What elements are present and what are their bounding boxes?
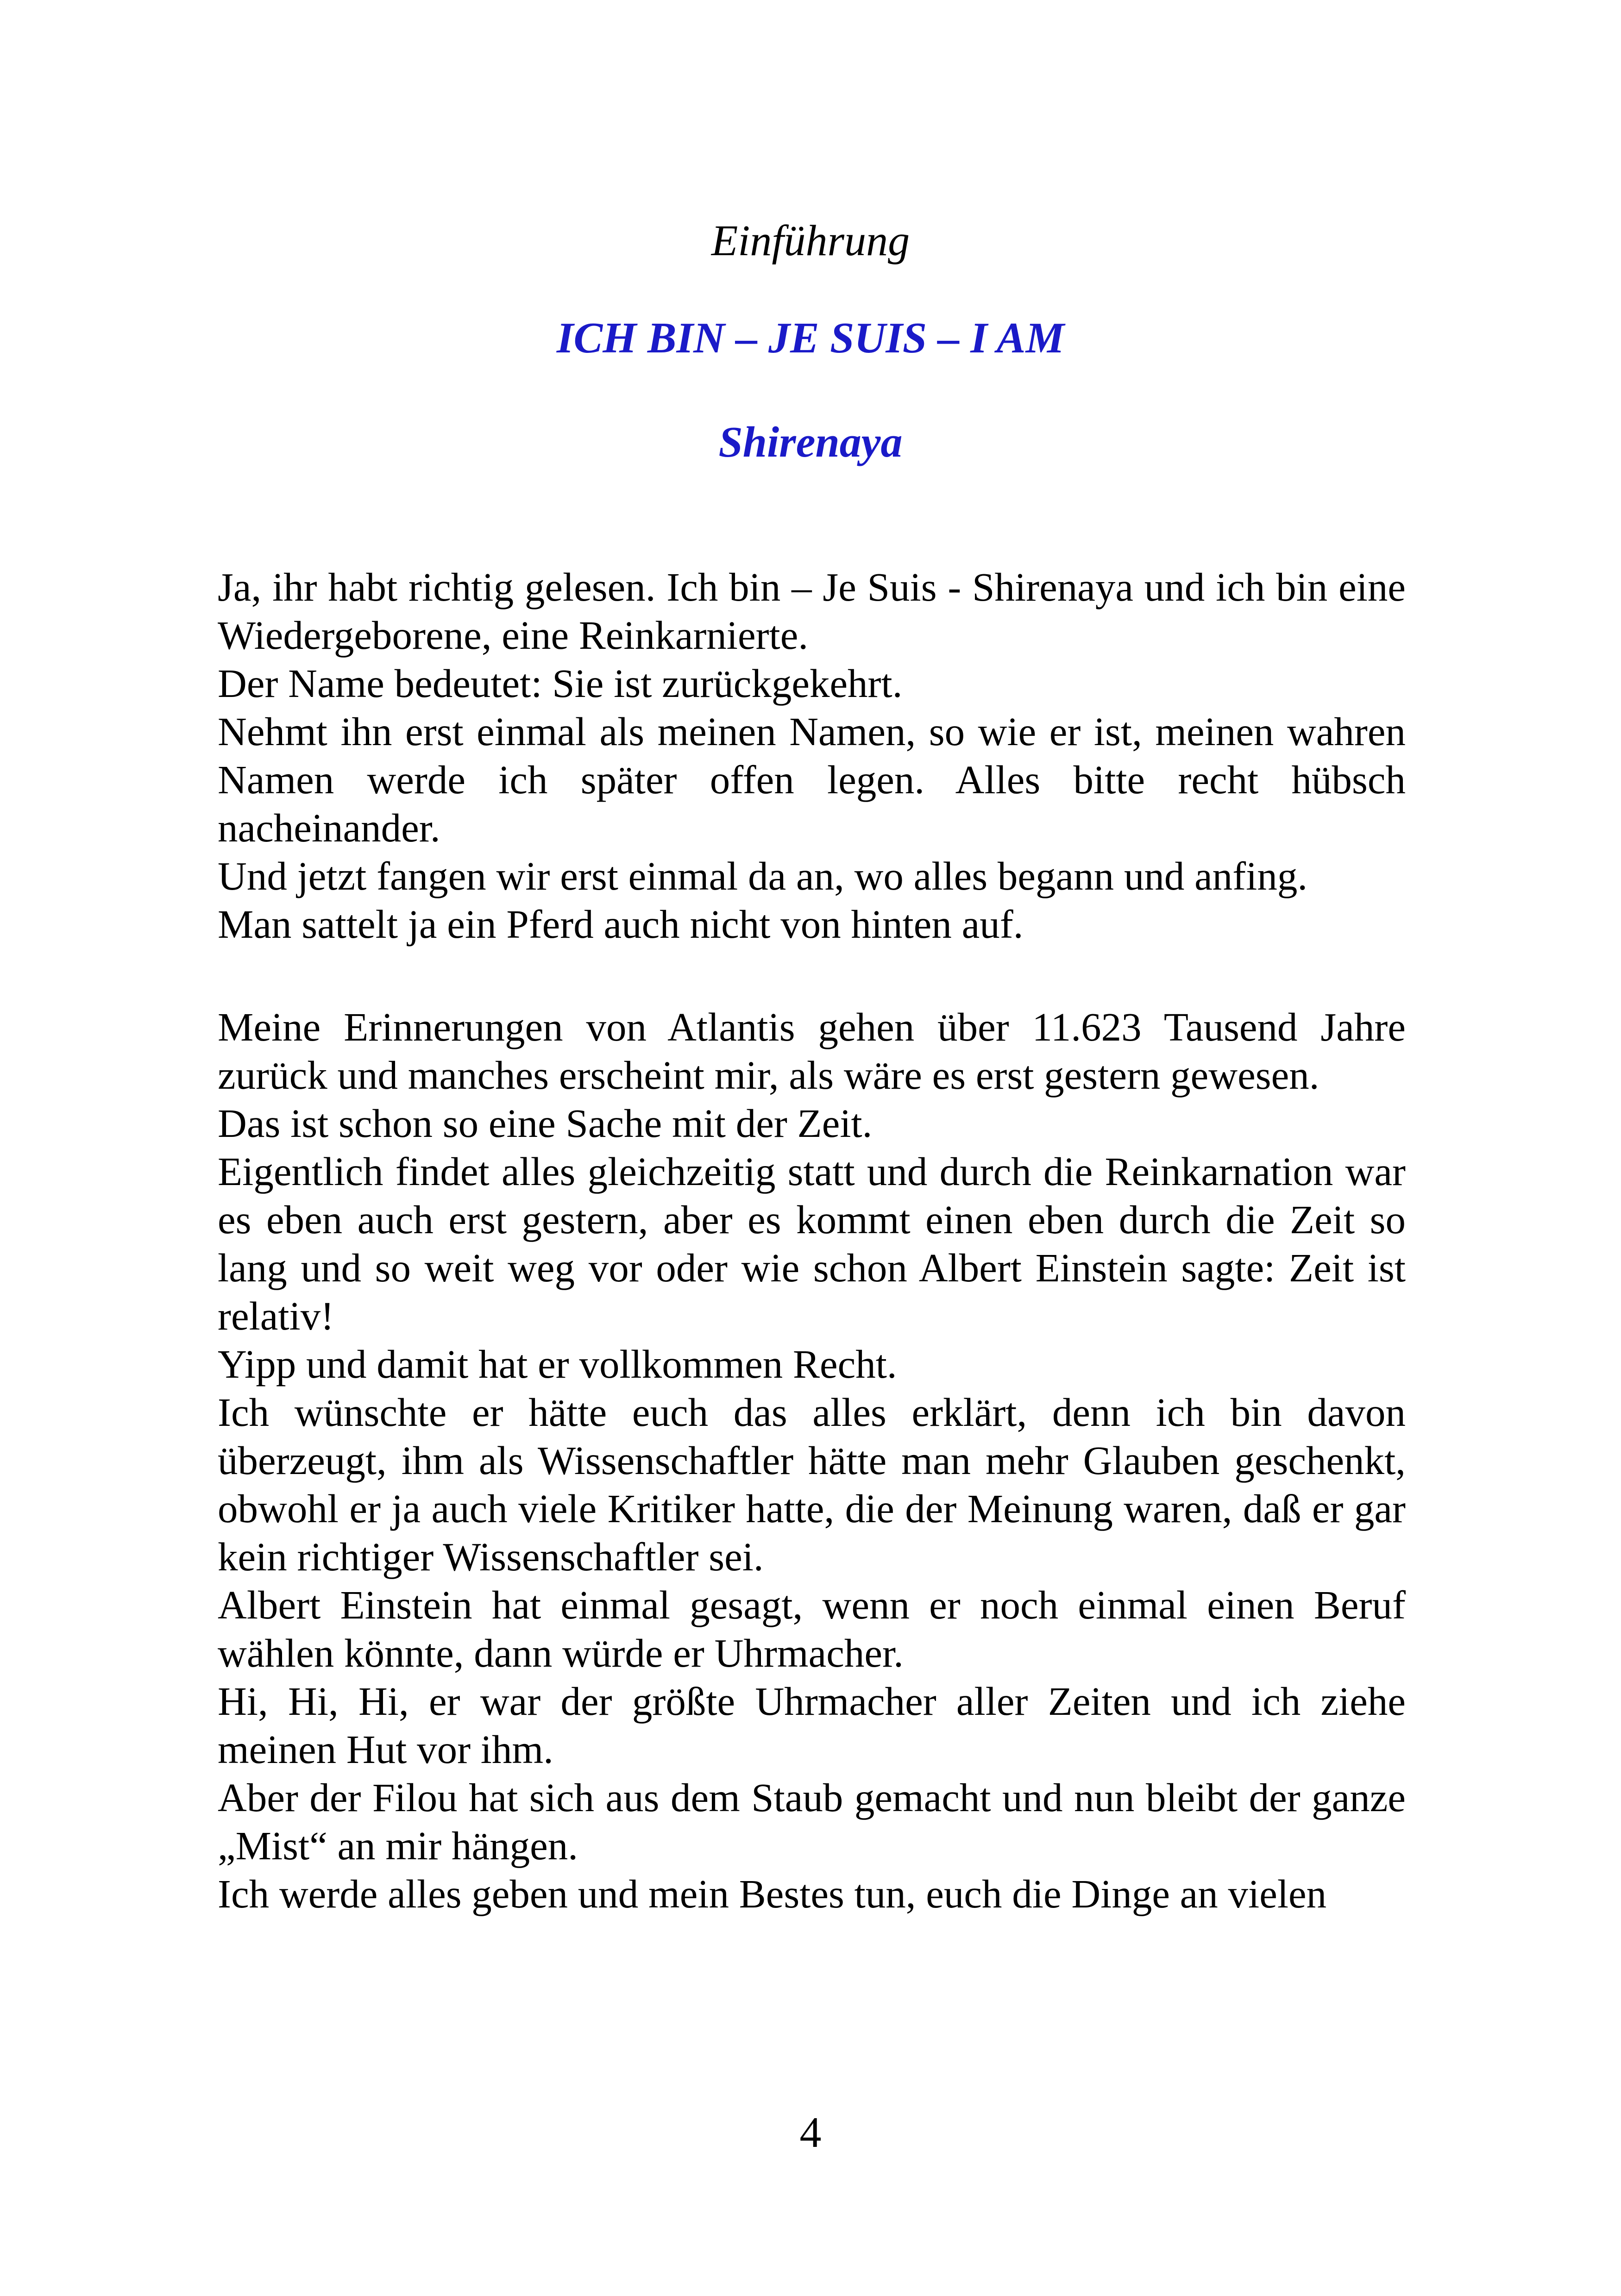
- paragraph: Ich werde alles geben und mein Bestes tun, euch die Dinge an vielen: [218, 1871, 1327, 1916]
- text-block-intro: [218, 563, 1406, 948]
- text-block-atlantis: [218, 1003, 1406, 1918]
- paragraph: Yipp und damit hat er vollkommen Recht.: [218, 1342, 897, 1386]
- paragraph: Das ist schon so eine Sache mit der Zeit.: [218, 1101, 873, 1146]
- chapter-title: ICH BIN – JE SUIS – I AM: [556, 314, 1065, 362]
- paragraph: Der Name bedeutet: Sie ist zurückgekehrt.: [218, 661, 903, 706]
- paragraph: Man sattelt ja ein Pferd auch nicht von hinten auf.: [218, 902, 1024, 947]
- author-name: Shirenaya: [718, 418, 903, 466]
- section-subtitle: Einführung: [711, 217, 910, 265]
- paragraph: Hi, Hi, Hi, er war der größte Uhrmacher aller Zeiten und ich ziehe meinen Hut vor ihm.: [218, 1679, 1406, 1772]
- paragraph: Aber der Filou hat sich aus dem Staub gemacht und nun bleibt der ganze „Mist“ an mir hängen.: [218, 1775, 1406, 1868]
- paragraph: Nehmt ihn erst einmal als meinen Namen, so wie er ist, meinen wahren Namen werde ich später offen legen. Alles bitte recht hübsch nacheinander.: [218, 709, 1406, 850]
- page-number: 4: [799, 2108, 822, 2157]
- paragraph: Meine Erinnerungen von Atlantis gehen über 11.623 Tausend Jahre zurück und manches erscheint mir, als wäre es erst gestern gewesen.: [218, 1004, 1406, 1098]
- paragraph: Ich wünschte er hätte euch das alles erklärt, denn ich bin davon überzeugt, ihm als Wissenschaftler hätte man mehr Glauben geschenkt, obwohl er ja auch viele Kritiker hatte, die der Meinung waren, daß er gar kein richtiger Wissenschaftler sei.: [218, 1390, 1406, 1579]
- paragraph: Albert Einstein hat einmal gesagt, wenn er noch einmal einen Beruf wählen könnte, dann würde er Uhrmacher.: [218, 1582, 1406, 1675]
- paragraph: Eigentlich findet alles gleichzeitig statt und durch die Reinkarnation war es eben auch erst gestern, aber es kommt einen eben durch die Zeit so lang und so weit weg vor oder wie schon Albert Einstein sagte: Zeit ist relativ!: [218, 1149, 1406, 1338]
- paragraph: Und jetzt fangen wir erst einmal da an, wo alles begann und anfing.: [218, 853, 1308, 898]
- paragraph: Ja, ihr habt richtig gelesen. Ich bin – Je Suis - Shirenaya und ich bin eine Wiedergeborene, eine Reinkarnierte.: [218, 565, 1406, 658]
